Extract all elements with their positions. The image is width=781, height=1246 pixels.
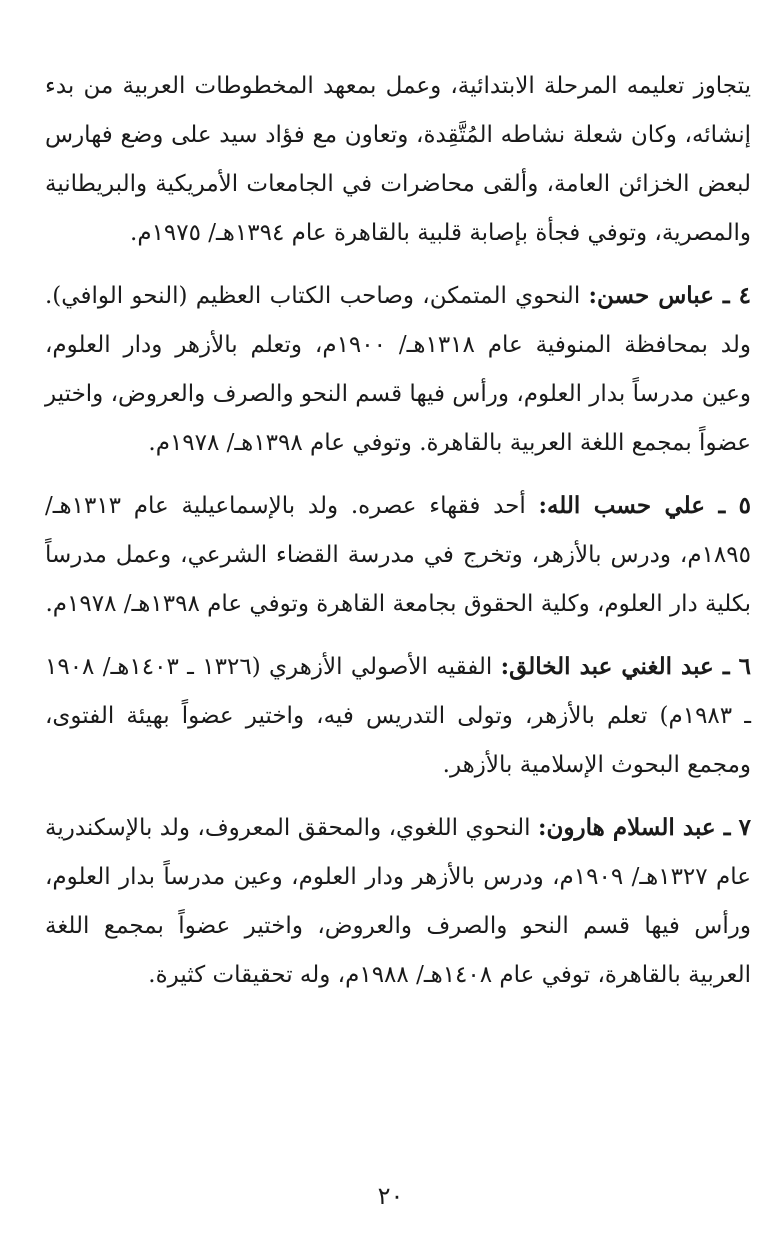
entry-name: ٧ ـ عبد السلام هارون:: [538, 814, 751, 841]
entry-text: أحد فقهاء عصره. ولد بالإسماعيلية عام ١٣١٣هـ/ ١٨٩٥م، ودرس بالأزهر، وتخرج في مدرسة القضاء الشرعي، وعمل مدرساً بكلية دار العلوم، وكلية الحقوق بجامعة القاهرة وتوفي عام ١٣٩٨هـ/ ١٩٧٨م.: [45, 493, 751, 617]
page-number: ٢٠: [377, 1182, 404, 1210]
entry-abdussalam-harun: [45, 803, 751, 1000]
page-body: [45, 62, 751, 1000]
entry-ali-hasaballah: [45, 481, 751, 629]
paragraph-continuation: [45, 62, 751, 258]
entry-name: ٤ ـ عباس حسن:: [588, 282, 751, 309]
entry-name: ٥ ـ علي حسب الله:: [538, 492, 751, 519]
entry-text: النحوي اللغوي، والمحقق المعروف، ولد بالإسكندرية عام ١٣٢٧هـ/ ١٩٠٩م، ودرس بالأزهر ودار العلوم، وعين مدرساً بدار العلوم، ورأس فيها قسم النحو والصرف والعروض، واختير عضواً بمجمع اللغة العربية بالقاهرة، توفي عام ١٤٠٨هـ/ ١٩٨٨م، وله تحقيقات كثيرة.: [45, 815, 751, 988]
entry-abdulghani-abdulkhaliq: [45, 642, 751, 790]
entry-text: النحوي المتمكن، وصاحب الكتاب العظيم (النحو الوافي). ولد بمحافظة المنوفية عام ١٣١٨هـ/ ١٩٠٠م، وتعلم بالأزهر ودار العلوم، وعين مدرساً بدار العلوم، ورأس فيها قسم النحو والصرف والعروض، واختير عضواً بمجمع اللغة العربية بالقاهرة. وتوفي عام ١٣٩٨هـ/ ١٩٧٨م.: [45, 283, 751, 456]
entry-text: الفقيه الأصولي الأزهري (١٣٢٦ ـ ١٤٠٣هـ/ ١٩٠٨ ـ ١٩٨٣م) تعلم بالأزهر، وتولى التدريس فيه، واختير عضواً بهيئة الفتوى، ومجمع البحوث الإسلامية بالأزهر.: [45, 654, 751, 778]
entry-name: ٦ ـ عبد الغني عبد الخالق:: [500, 653, 751, 680]
entry-abbas-hasan: [45, 271, 751, 468]
paragraph-text: يتجاوز تعليمه المرحلة الابتدائية، وعمل بمعهد المخطوطات العربية من بدء إنشائه، وكان شعلة نشاطه المُتَّقِدة، وتعاون مع فؤاد سيد على وضع فهارس لبعض الخزائن العامة، وألقى محاضرات في الجامعات الأمريكية والبريطانية والمصرية، وتوفي فجأة بإصابة قلبية بالقاهرة عام ١٣٩٤هـ/ ١٩٧٥م.: [45, 73, 751, 246]
